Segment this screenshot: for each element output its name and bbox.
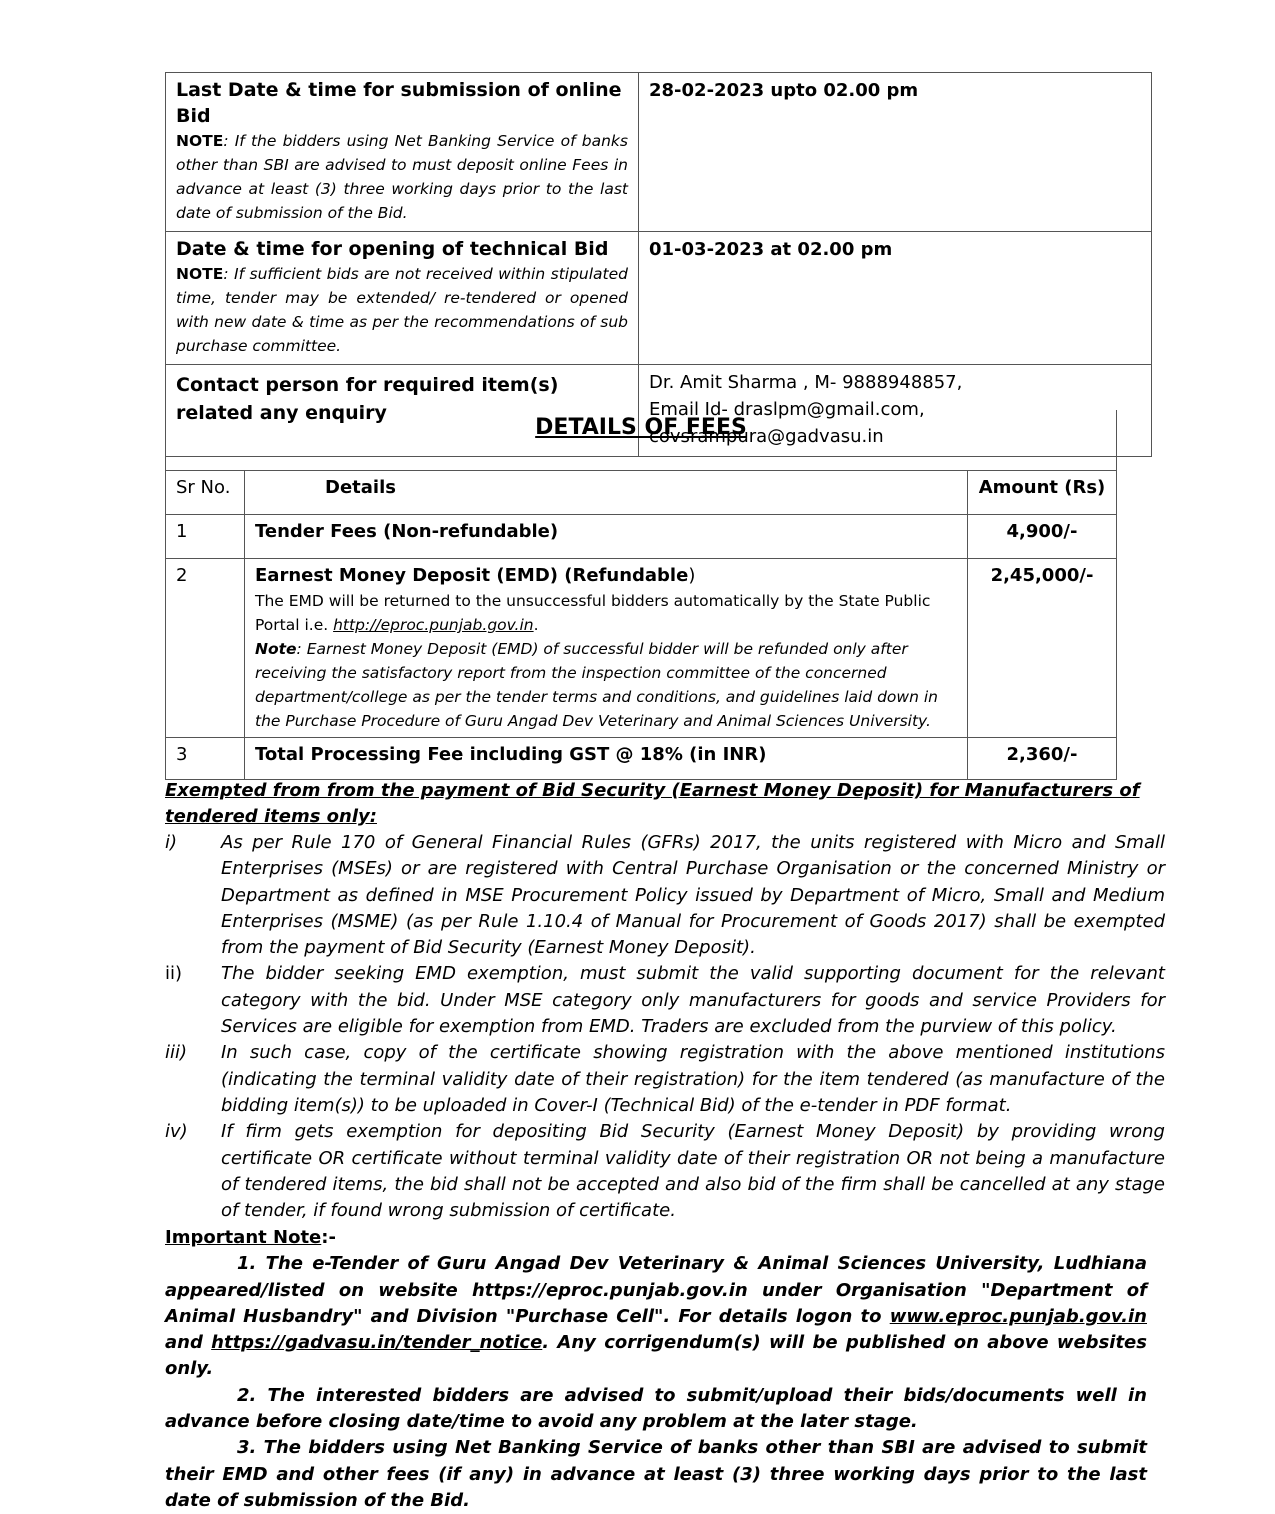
important-point-3: 3. The bidders using Net Banking Service of banks other than SBI are advised to submit their EMD and other fees (if any) in advance at least (3) three working days prior to the last date of submission of the Bid. — [165, 1437, 1147, 1511]
list-text: In such case, copy of the certificate showing registration with the above mentioned institutions (indicating the terminal validity date of their registration) for the item tendered (as manufacture of the bidding item(s)) to be uploaded in Cover-I (Technical Bid) of the e-tender in PDF format. — [221, 1042, 1165, 1116]
table-row — [166, 73, 1152, 232]
list-number: i) — [165, 832, 178, 853]
sr-cell: 1 — [166, 515, 245, 559]
table-row — [166, 738, 1117, 780]
important-title-suffix: :- — [321, 1227, 336, 1248]
table-row — [166, 232, 1152, 365]
sr-cell: 2 — [166, 559, 245, 738]
fees-table — [165, 470, 1117, 780]
submission-label: Last Date & time for submission of online Bid — [176, 79, 622, 127]
opening-value-cell — [639, 232, 1152, 365]
opening-date: 01-03-2023 at 02.00 pm — [649, 239, 893, 260]
fee-amount: 2,45,000/- — [968, 559, 1117, 738]
emd-description — [255, 589, 957, 637]
point-text: and — [165, 1332, 212, 1354]
opening-note — [176, 262, 628, 358]
contact-name: Dr. Amit Sharma , M- 9888948857, — [649, 372, 963, 393]
list-text: As per Rule 170 of General Financial Rules (GFRs) 2017, the units registered with Micro and Small Enterprises (MSEs) or are registered with Central Purchase Organisation or the concerned Ministry or Department as defined in MSE Procurement Policy issued by Department of Micro, Small and Medium Enterprises (MSME) (as per Rule 1.10.4 of Manual for Procurement of Goods 2017) shall be exempted from the payment of Bid Security (Earnest Money Deposit). — [221, 832, 1165, 959]
submission-date: 28-02-2023 upto 02.00 pm — [649, 80, 919, 101]
table-row — [166, 559, 1117, 738]
col-details-header: Details — [245, 471, 968, 515]
list-item — [165, 1040, 1165, 1119]
note-prefix: NOTE — [176, 132, 224, 150]
fee-title: Total Processing Fee including GST @ 18% (in INR) — [245, 738, 968, 780]
emd-desc-text: The EMD will be returned to the unsuccessful bidders automatically by the State Public Portal i.e. — [255, 592, 931, 634]
note-text: : Earnest Money Deposit (EMD) of successful bidder will be refunded only after receiving the satisfactory report from the inspection committee of the concerned department/college as per the tender terms and conditions, and guidelines laid down in the Purchase Procedure of Guru Angad Dev Veterinary and Animal Sciences University. — [255, 640, 938, 730]
important-point-1 — [165, 1251, 1147, 1382]
note-text: : If the bidders using Net Banking Service of banks other than SBI are advised to must deposit online Fees in advance at least (3) three working days prior to the last date of submission of the Bid. — [176, 132, 628, 222]
contact-email: Email Id- draslpm@gmail.com, — [649, 399, 925, 420]
contact-email-alt: covsrampura@gadvasu.in — [649, 426, 884, 447]
fee-title: Tender Fees (Non-refundable) — [245, 515, 968, 559]
fee-amount: 4,900/- — [968, 515, 1117, 559]
opening-label: Date & time for opening of technical Bid — [176, 238, 609, 260]
note-label: Note — [255, 640, 297, 658]
list-item — [165, 830, 1165, 961]
important-title-text: Important Note — [165, 1227, 322, 1248]
col-amount-header: Amount (Rs) — [968, 471, 1117, 515]
tender-notice-link[interactable]: https://gadvasu.in/tender_notice — [211, 1332, 543, 1354]
emd-note — [255, 637, 957, 733]
table-row — [166, 515, 1117, 559]
submission-label-cell — [166, 73, 639, 232]
list-number: iii) — [165, 1042, 188, 1064]
list-number: ii) — [165, 963, 183, 985]
contact-label: Contact person for required item(s) related any enquiry — [176, 374, 559, 424]
submission-value-cell — [639, 73, 1152, 232]
important-note-title — [165, 1225, 1147, 1251]
list-text: If firm gets exemption for depositing Bid Security (Earnest Money Deposit) by providing wrong certificate OR certificate without terminal validity date of their registration OR not being a manufacture of tendered items, the bid shall not be accepted and also bid of the firm shall be cancelled at any stage of tender, if found wrong submission of certificate. — [221, 1121, 1165, 1222]
list-number: iv) — [165, 1121, 188, 1143]
eproc-link[interactable]: http://eproc.punjab.gov.in — [333, 616, 534, 634]
note-text: : If sufficient bids are not received within stipulated time, tender may be extended/ re-tendered or opened with new date & time as per the recommendations of sub purchase committee. — [176, 265, 628, 355]
fee-amount: 2,360/- — [968, 738, 1117, 780]
emd-title-refundable: Refundable — [572, 565, 689, 586]
bid-info-table — [165, 72, 1152, 457]
opening-label-cell — [166, 232, 639, 365]
col-sr-header: Sr No. — [166, 471, 245, 515]
list-item — [165, 961, 1165, 1040]
note-prefix: NOTE — [176, 265, 224, 283]
submission-note — [176, 129, 628, 225]
emd-title: Earnest Money Deposit (EMD) ( — [255, 565, 573, 586]
sr-cell: 3 — [166, 738, 245, 780]
exemption-list — [165, 830, 1165, 1224]
important-point-2: 2. The interested bidders are advised to submit/upload their bids/documents well in advance before closing date/time to avoid any problem at the later stage. — [165, 1384, 1147, 1433]
list-item — [165, 1119, 1165, 1224]
table-header-row — [166, 471, 1117, 515]
fee-title — [255, 563, 957, 589]
exemption-title: Exempted from from the payment of Bid Security (Earnest Money Deposit) for Manufacturers of tendered items only: — [165, 780, 1140, 827]
fees-heading: DETAILS OF FEES — [535, 415, 747, 440]
point-text: 1. The e-Tender of Guru Angad Dev Veterinary & Animal Sciences University, Ludhiana appeared/listed on website https://eproc.punjab.gov.in under Organisation "Department of Animal Husbandry" and Division "Purchase Cell". For details logon to — [165, 1253, 1147, 1327]
emd-details-cell — [245, 559, 968, 738]
list-text: The bidder seeking EMD exemption, must submit the valid supporting document for the relevant category with the bid. Under MSE category only manufacturers for goods and service Providers for Services are eligible for exemption from EMD. Traders are excluded from the purview of this policy. — [221, 963, 1165, 1038]
point-text: . Any corrigendum(s) will be published on above websites only. — [165, 1332, 1147, 1380]
eproc-website-link[interactable]: www.eproc.punjab.gov.in — [889, 1305, 1147, 1327]
important-note-section — [165, 1225, 1147, 1514]
emd-title-end: ) — [688, 565, 696, 586]
emd-desc-end: . — [533, 616, 539, 634]
fees-heading-box — [165, 410, 1117, 470]
